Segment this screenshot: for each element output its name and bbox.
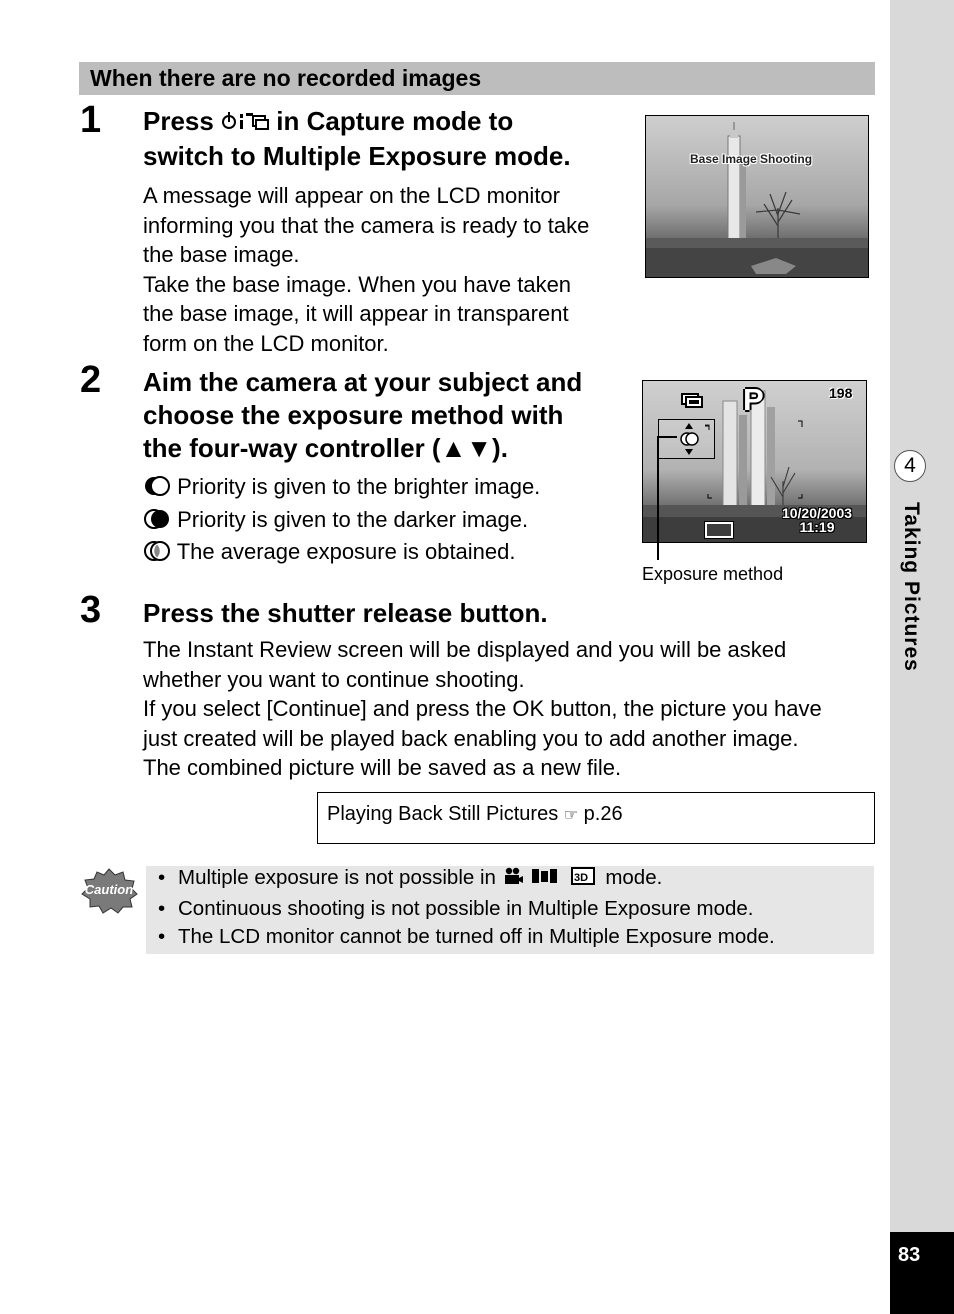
base-image-scene <box>646 116 868 277</box>
shots-remaining: 198 <box>829 385 853 401</box>
caution-item: • The LCD monitor cannot be turned off in Multiple Exposure mode. <box>158 925 775 948</box>
svg-text:3D: 3D <box>573 872 588 884</box>
step-3-number: 3 <box>80 589 102 631</box>
step-3-body-line: The Instant Review screen will be displayed and you will be asked <box>143 637 787 662</box>
step-2-heading-line: choose the exposure method with <box>143 400 564 430</box>
callout-line-top <box>657 436 677 438</box>
chapter-number: 4 <box>894 450 926 482</box>
step-3-body <box>143 635 883 783</box>
step-1-number: 1 <box>80 99 102 141</box>
step-3-body-line: just created will be played back enabling you to add another image. <box>143 725 799 751</box>
program-mode-indicator: P <box>743 382 764 417</box>
reference-link[interactable] <box>327 802 623 828</box>
step-1-body-line: the base image, it will appear in transparent <box>143 301 569 326</box>
callout-line <box>657 436 659 560</box>
caution-list <box>158 864 775 951</box>
average-exposure-icon <box>143 540 171 570</box>
chapter-title: Taking Pictures <box>900 502 923 672</box>
step-2-number: 2 <box>80 359 102 401</box>
caution-item-text-end: mode. <box>599 866 663 889</box>
self-timer-drive-icon <box>221 107 269 140</box>
lcd-date-time <box>777 506 857 534</box>
step-2-heading-line: Aim the camera at your subject and <box>143 367 583 397</box>
step-3-body-line: If you select [Continue] and press the OK button, the picture you have <box>143 696 822 721</box>
exposure-method-caption: Exposure method <box>642 564 784 584</box>
step-3-heading: Press the shutter release button. <box>143 598 548 628</box>
option-darker <box>143 505 633 538</box>
battery-icon <box>705 522 733 538</box>
step-2-heading <box>143 366 633 465</box>
step-2-heading-line: the four-way controller (▲▼). <box>143 433 508 463</box>
step-2-options <box>143 472 633 570</box>
brighter-priority-icon <box>143 475 171 505</box>
option-brighter-text: Priority is given to the brighter image. <box>177 474 541 499</box>
lcd-time: 11:19 <box>799 519 835 535</box>
step-1-body-line: A message will appear on the LCD monitor <box>143 183 560 208</box>
step-3-body-line: whether you want to continue shooting. <box>143 666 525 692</box>
option-average <box>143 537 633 570</box>
option-brighter <box>143 472 633 505</box>
caution-item: • Continuous shooting is not possible in Multiple Exposure mode. <box>158 897 754 920</box>
reference-title: Playing Back Still Pictures <box>327 803 559 825</box>
darker-priority-icon <box>143 508 171 538</box>
step-1-heading-end: in Capture mode to <box>269 106 514 136</box>
step-1-body-line: form on the LCD monitor. <box>143 330 389 356</box>
step-3-body-line: The combined picture will be saved as a new file. <box>143 755 622 780</box>
section-title: When there are no recorded images <box>90 65 482 91</box>
step-1-heading-start: Press <box>143 106 222 136</box>
step-1-heading <box>143 105 623 173</box>
lcd-screen-multiple-exposure <box>642 380 867 543</box>
lcd-date: 10/20/2003 <box>781 505 853 521</box>
caution-item-text: Continuous shooting is not possible in Multiple Exposure mode. <box>178 897 754 920</box>
step-1-body <box>143 181 633 358</box>
exposure-method-box <box>658 419 715 459</box>
movie-panorama-3d-icons <box>502 865 600 895</box>
caution-label: Caution <box>84 882 134 897</box>
step-1-heading-line2: switch to Multiple Exposure mode. <box>143 141 571 171</box>
option-average-text: The average exposure is obtained. <box>176 539 516 564</box>
option-darker-text: Priority is given to the darker image. <box>177 506 529 532</box>
base-image-shooting-label: Base Image Shooting <box>690 152 813 166</box>
caution-item-text: The LCD monitor cannot be turned off in Multiple Exposure mode. <box>178 925 775 948</box>
lcd-screen-base-image <box>645 115 869 278</box>
pointing-hand-icon: ☞ <box>563 807 579 824</box>
step-1-body-line: the base image. <box>143 242 300 267</box>
drive-mode-icon <box>681 393 705 414</box>
step-1-body-line: Take the base image. When you have taken <box>143 271 572 297</box>
step-1-body-line: informing you that the camera is ready to take <box>143 212 590 238</box>
caution-badge <box>80 868 138 919</box>
caution-item: • Multiple exposure is not possible in 3D mode. <box>158 864 775 895</box>
reference-page: p.26 <box>583 803 623 825</box>
page-number: 83 <box>898 1244 921 1266</box>
caution-item-text-start: Multiple exposure is not possible in <box>178 866 502 889</box>
